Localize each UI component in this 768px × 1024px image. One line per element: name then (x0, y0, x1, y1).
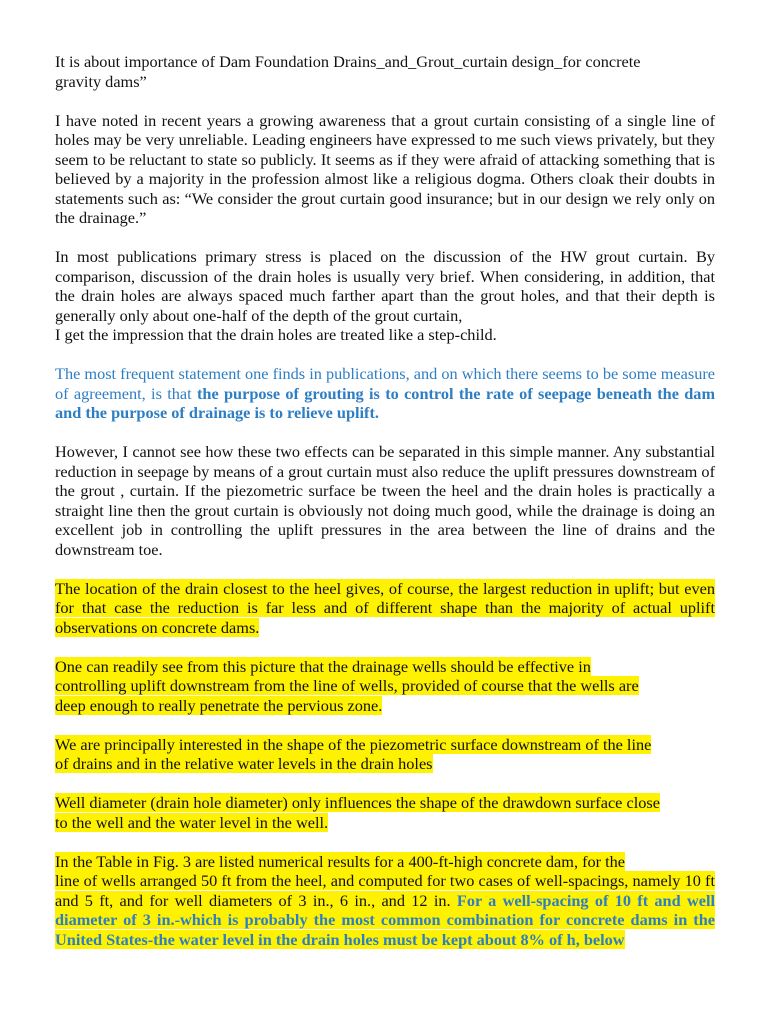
piezometric-line-2: of drains and in the relative water levels in the drain holes (55, 754, 433, 773)
paragraph-drainage-wells (55, 657, 715, 716)
publications-stress-last-line: I get the impression that the drain holes are treated like a step-child. (55, 325, 497, 344)
drainage-wells-line-1: One can readily see from this picture that the drainage wells should be effective in (55, 656, 591, 676)
intro-line-2: gravity dams” (55, 71, 147, 91)
purpose-statement-plain: The most frequent statement one finds in publications, and on which there seems to be some measure of agreement, is that (55, 364, 715, 403)
table-results-line-1: In the Table in Fig. 3 are listed numerical results for a 400-ft-high concrete dam, for the (55, 851, 626, 871)
drainage-wells-line-2: controlling uplift downstream from the line of wells, provided of course that the wells are (55, 676, 639, 695)
paragraph-piezometric-surface (55, 735, 715, 774)
intro-line-1: It is about importance of Dam Foundation Drains_and_Grout_curtain design_for concrete (55, 52, 641, 71)
purpose-statement-bold: the purpose of grouting is to control the rate of seepage beneath the dam and the purpose of drainage is to relieve uplift. (55, 383, 716, 422)
piezometric-line-1: We are principally interested in the shape of the piezometric surface downstream of the line (55, 734, 652, 754)
table-results-bold: For a well-spacing of 10 ft and well diameter of 3 in.-which is probably the most common combination for concrete dams in the United States-the water level in the drain holes must be kept about 8% of h, below (55, 890, 715, 949)
paragraph-drain-location (55, 579, 715, 638)
paragraph-intro (55, 52, 715, 91)
paragraph-grout-curtain-reliability: I have noted in recent years a growing awareness that a grout curtain consisting of a single line of holes may be very unreliable. Leading engineers have expressed to me such views privately, but they seem to be reluctant to state so publicly. It seems as if they were afraid of attacking something that is believed by a majority in the profession almost like a religious dogma. Others cloak their doubts in statements such as: “We consider the grout curtain good insurance; but in our design we rely only on the drainage.” (55, 110, 715, 227)
well-diameter-line-1: Well diameter (drain hole diameter) only influences the shape of the drawdown surface close (55, 793, 660, 812)
paragraph-purpose-statement (55, 364, 715, 423)
table-results-plain: line of wells arranged 50 ft from the heel, and computed for two cases of well-spacings, namely 10 ft and 5 ft, and for well diameters of 3 in., 6 in., and 12 in. (55, 871, 715, 910)
publications-stress-body: In most publications primary stress is placed on the discussion of the HW grout curtain. By comparison, discussion of the drain holes is usually very brief. When considering, in addition, that the drain holes are always spaced much farther apart than the grout holes, and that their depth is generally only about one-half of the depth of the grout curtain, (55, 247, 715, 325)
document-page (55, 52, 715, 969)
paragraph-table-results (55, 852, 715, 950)
drainage-wells-line-3: deep enough to really penetrate the pervious zone. (55, 695, 383, 715)
paragraph-publications-stress (55, 247, 715, 345)
paragraph-seepage-uplift: However, I cannot see how these two effects can be separated in this simple manner. Any substantial reduction in seepage by means of a grout curtain must also reduce the uplift pressures downstream of the grout , curtain. If the piezometric surface be tween the heel and the drain holes is practically a straight line then the grout curtain is obviously not doing much good, while the drainage is doing an excellent job in controlling the uplift pressures in the area between the line of drains and the downstream toe. (55, 442, 715, 559)
drain-location-highlight: The location of the drain closest to the heel gives, of course, the largest reduction in uplift; but even for that case the reduction is far less and of different shape than the majority of actual uplift observations on concrete dams. (55, 578, 715, 637)
paragraph-well-diameter (55, 793, 715, 832)
well-diameter-line-2: to the well and the water level in the well. (55, 812, 329, 832)
